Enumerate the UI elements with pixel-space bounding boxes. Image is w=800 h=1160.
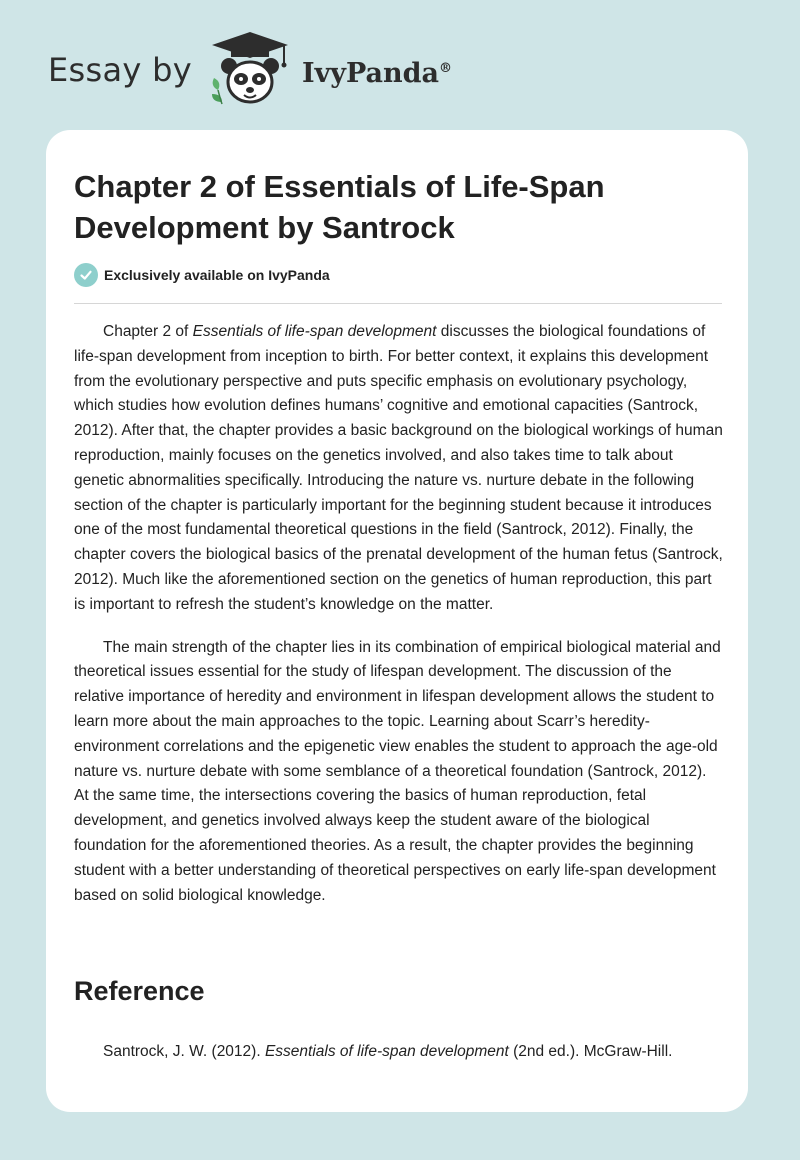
ivypanda-logo-icon[interactable]	[204, 30, 296, 110]
reference-heading: Reference	[74, 976, 205, 1006]
reference-title: Essentials of life-span development	[264, 1043, 509, 1060]
site-header	[48, 30, 452, 110]
check-icon	[74, 263, 98, 287]
ivypanda-brand[interactable]	[302, 58, 452, 89]
registered-mark: ®	[439, 60, 453, 76]
paragraph-text: Chapter 2 of	[103, 323, 193, 340]
essay-card	[46, 130, 748, 1112]
reference-author: Santrock, J. W. (2012).	[103, 1043, 265, 1060]
reference-publisher: (2nd ed.). McGraw-Hill.	[508, 1043, 673, 1060]
reference-entry	[103, 1040, 733, 1064]
paragraph	[74, 320, 724, 618]
book-title: Essentials of life-span development	[192, 323, 437, 340]
exclusive-badge	[74, 263, 330, 287]
essay-by-label: Essay by	[48, 51, 192, 89]
brand-name: IvyPanda	[301, 57, 440, 89]
paragraph: The main strength of the chapter lies in its combination of empirical biological material and theoretical issues essential for the study of lifespan development. The discussion of the relative importance of heredity and environment in lifespan development allows the student to learn more about the main approaches to the topic. Learning about Scarr’s heredity-environment correlations and the epigenetic view enables the student to approach the age-old nature vs. nurture debate with some semblance of a theoretical foundation (Santrock, 2012). At the same time, the intersections covering the basics of human reproduction, fetal development, and genetics involved always keep the student aware of the biological foundation for the aforementioned theories. As a result, the chapter provides the beginning student with a better understanding of theoretical perspectives on early life-span development based on solid biological knowledge.	[74, 638, 721, 904]
paragraph-text: discusses the biological foundations of life-span development from inception to birth. For better context, it explains this development from the evolutionary perspective and puts specific emphasis on evolutionary psychology, which studies how evolution defines humans’ cognitive and emotional capacities (Santrock, 2012). After that, the chapter provides a basic background on the biological workings of human reproduction, mainly focuses on the genetics involved, and also takes time to talk about genetic abnormalities specifically. Introducing the nature vs. nurture debate in the following section of the chapter is particularly important for the beginning student because it introduces one of the most fundamental theoretical questions in the field (Santrock, 2012). Finally, the chapter covers the biological basics of the prenatal development of the human fetus (Santrock, 2012). Much like the aforementioned section on the genetics of human reproduction, this part is important to refresh the student’s knowledge on the matter.	[74, 323, 723, 613]
essay-body	[74, 320, 724, 926]
essay-title: Chapter 2 of Essentials of Life-Span Development by Santrock	[74, 169, 605, 245]
divider	[74, 303, 722, 304]
exclusive-badge-label: Exclusively available on IvyPanda	[104, 267, 330, 283]
